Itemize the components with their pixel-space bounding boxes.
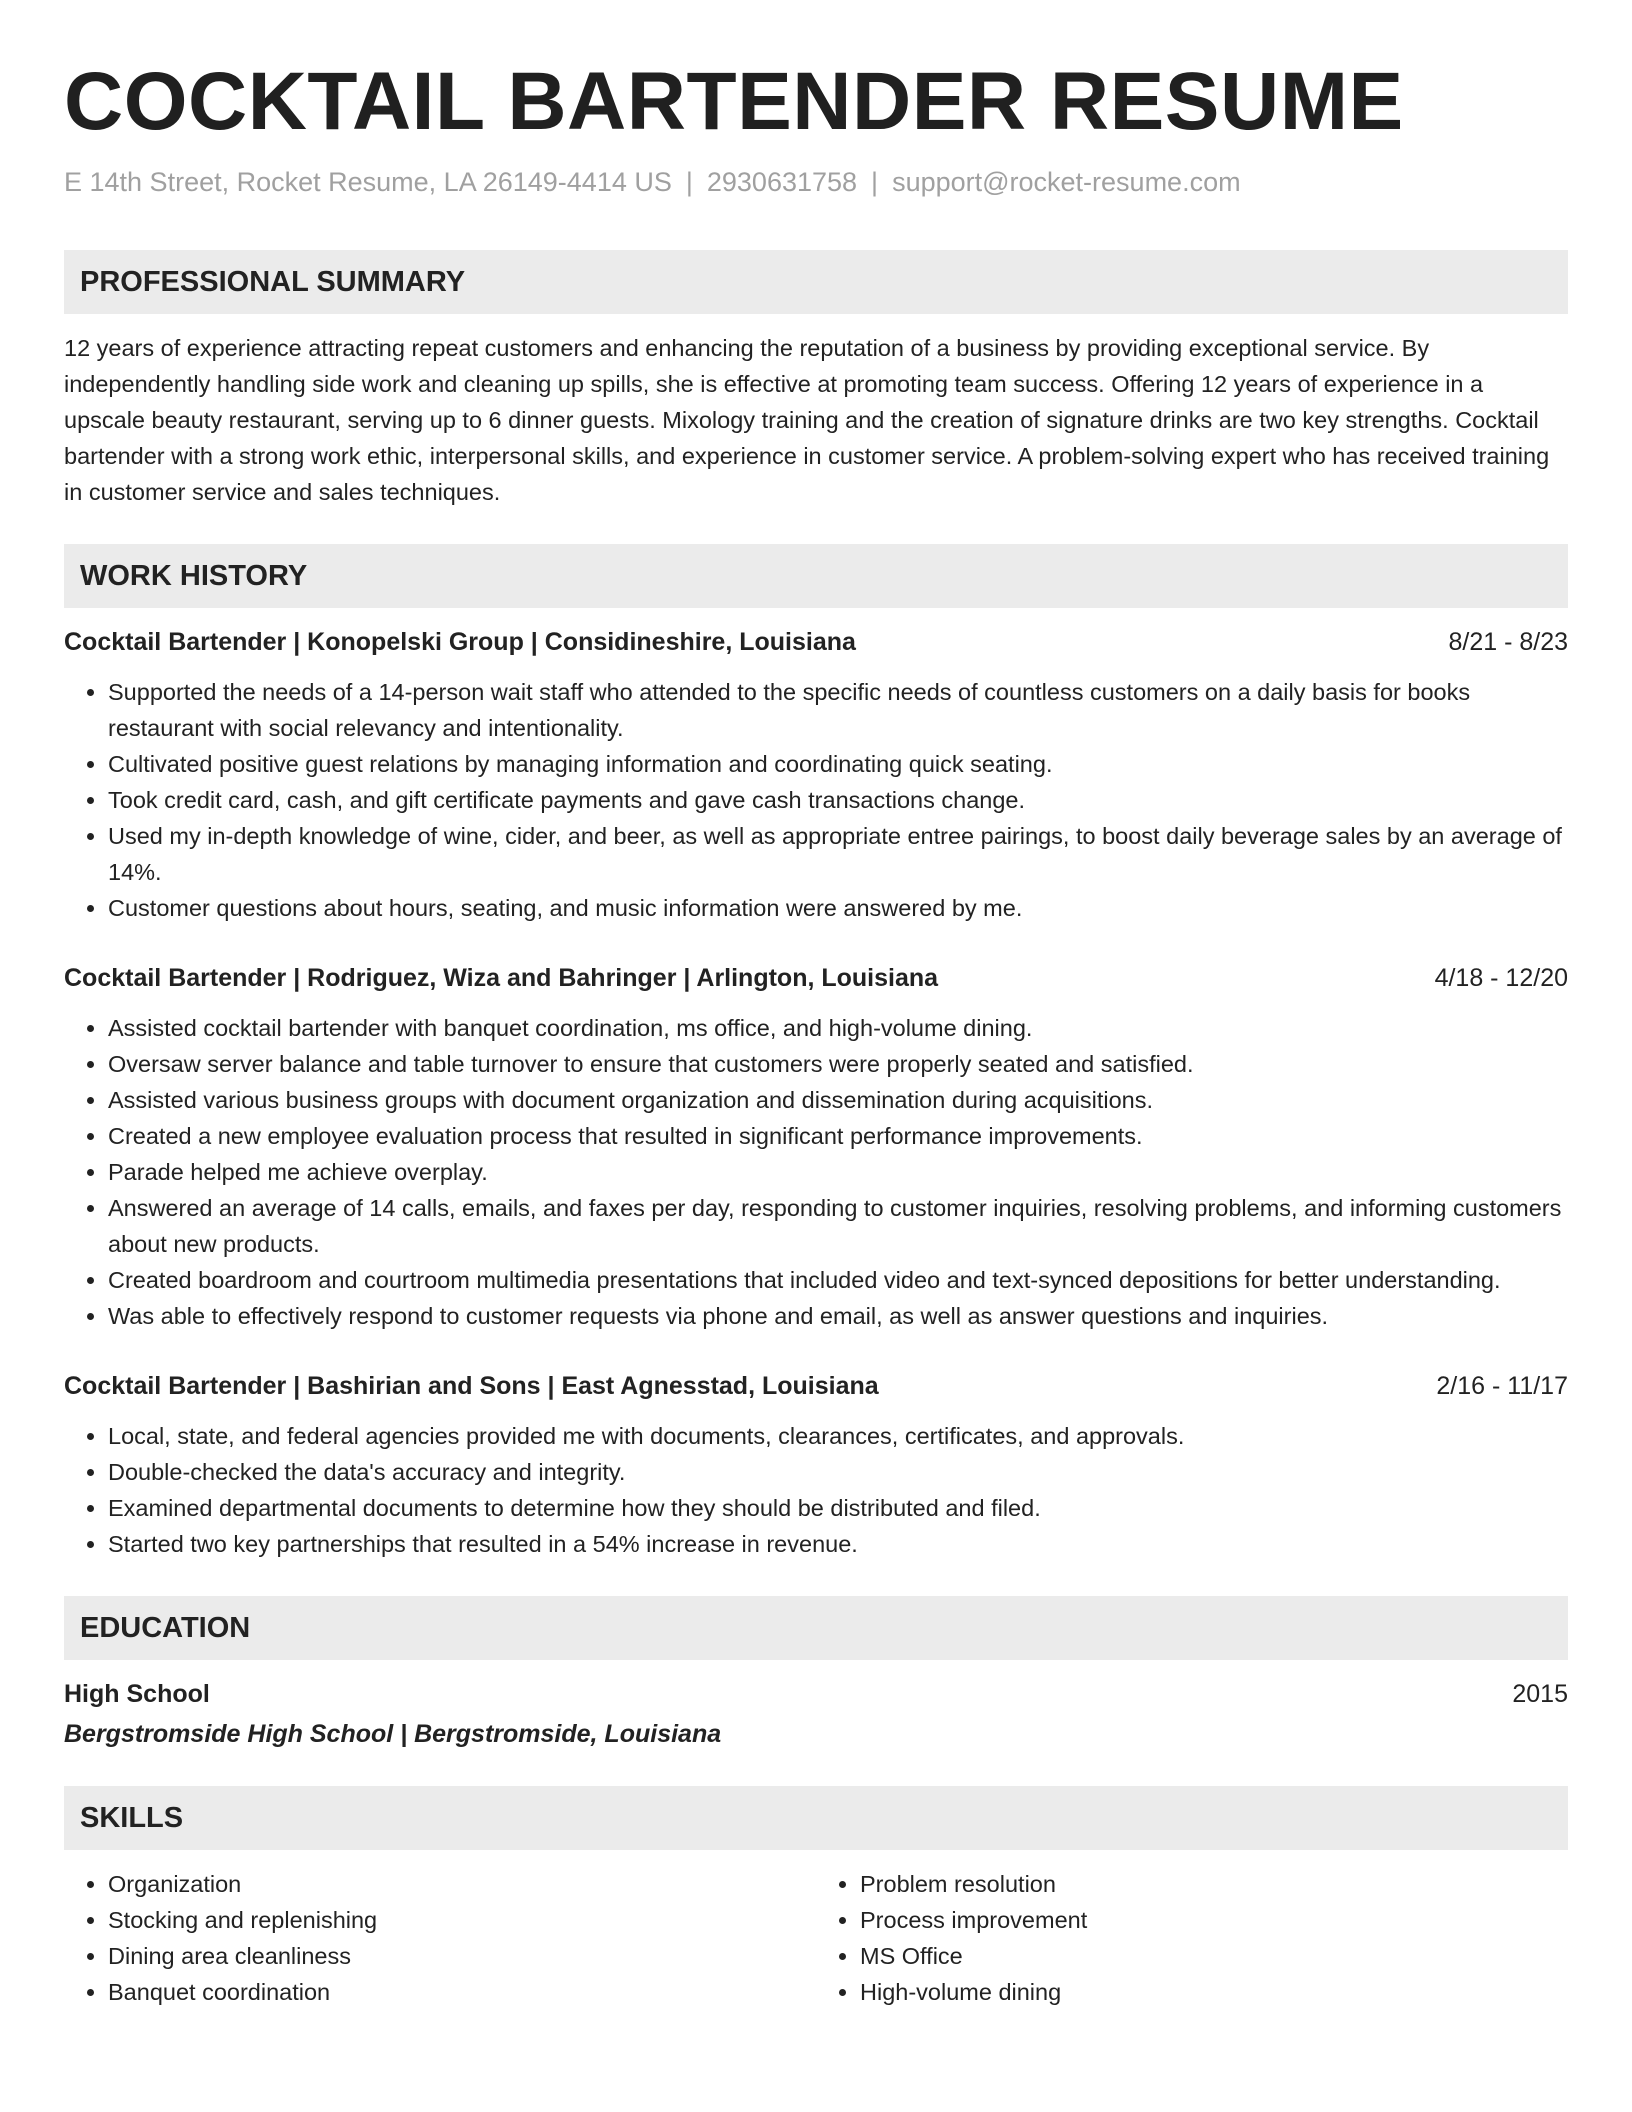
job-bullet: • Assisted various business groups with document organization and dissemination during acquisitions.: [108, 1082, 1568, 1118]
job-header: [64, 960, 1568, 996]
job-entry: [64, 1368, 1568, 1562]
skill-item: • Process improvement: [860, 1902, 1568, 1938]
job-title: Cocktail Bartender | Rodriguez, Wiza and Bahringer | Arlington, Louisiana: [64, 964, 939, 992]
job-bullet: • Answered an average of 14 calls, emails, and faxes per day, responding to customer inquiries, resolving problems, and informing customers about new products.: [108, 1190, 1568, 1262]
job-bullet: • Parade helped me achieve overplay.: [108, 1154, 1568, 1190]
skill-item: • Organization: [108, 1866, 816, 1902]
education-degree: High School: [64, 1680, 210, 1708]
skills-column-left: [64, 1866, 816, 2010]
job-title: Cocktail Bartender | Konopelski Group | Considineshire, Louisiana: [64, 628, 856, 656]
education-school: Bergstromside High School | Bergstromside, Louisiana: [64, 1720, 722, 1748]
skills-list: [64, 1866, 816, 2010]
resume-title: COCKTAIL BARTENDER RESUME: [64, 56, 1404, 147]
education-year: 2015: [1512, 1680, 1568, 1708]
job-header: [64, 1368, 1568, 1404]
job-bullet: • Oversaw server balance and table turnover to ensure that customers were properly seated and satisfied.: [108, 1046, 1568, 1082]
contact-phone: 2930631758: [706, 167, 858, 197]
contact-separator: |: [685, 167, 693, 197]
contact-email: support@rocket-resume.com: [892, 167, 1241, 197]
skill-item: • High-volume dining: [860, 1974, 1568, 2010]
job-bullet: • Double-checked the data's accuracy and integrity.: [108, 1454, 1568, 1490]
contact-address: E 14th Street, Rocket Resume, LA 26149-4414 US: [64, 167, 672, 197]
job-entry: [64, 960, 1568, 1334]
skill-item: • Problem resolution: [860, 1866, 1568, 1902]
job-bullet: • Assisted cocktail bartender with banquet coordination, ms office, and high-volume dining.: [108, 1010, 1568, 1046]
job-title: Cocktail Bartender | Bashirian and Sons | East Agnesstad, Louisiana: [64, 1372, 879, 1400]
job-dates: 4/18 - 12/20: [1434, 964, 1568, 992]
education-header: [64, 1676, 1568, 1712]
contact-line: [64, 164, 1568, 200]
summary-text: 12 years of experience attracting repeat customers and enhancing the reputation of a business by providing exceptional service. By independently handling side work and cleaning up spills, she is effective at promoting team success. Offering 12 years of experience in a upscale beauty restaurant, serving up to 6 dinner guests. Mixology training and the creation of signature drinks are two key strengths. Cocktail bartender with a strong work ethic, interpersonal skills, and experience in customer service. A problem-solving expert who has received training in customer service and sales techniques.: [64, 335, 1550, 505]
job-bullet: • Created a new employee evaluation process that resulted in significant performance improvements.: [108, 1118, 1568, 1154]
job-bullet: • Customer questions about hours, seating, and music information were answered by me.: [108, 890, 1568, 926]
skill-item: • Stocking and replenishing: [108, 1902, 816, 1938]
job-bullet: • Used my in-depth knowledge of wine, cider, and beer, as well as appropriate entree pairings, to boost daily beverage sales by an average of 14%.: [108, 818, 1568, 890]
job-dates: 2/16 - 11/17: [1436, 1372, 1568, 1400]
skill-item: • Dining area cleanliness: [108, 1938, 816, 1974]
skill-item: • MS Office: [860, 1938, 1568, 1974]
section-heading-summary: PROFESSIONAL SUMMARY: [64, 250, 1568, 314]
skills-column-right: [816, 1866, 1568, 2010]
job-bullets: [64, 1418, 1568, 1562]
section-heading-education: EDUCATION: [64, 1596, 1568, 1660]
job-bullet: • Local, state, and federal agencies provided me with documents, clearances, certificates, and approvals.: [108, 1418, 1568, 1454]
job-header: [64, 624, 1568, 660]
job-bullet: • Took credit card, cash, and gift certificate payments and gave cash transactions change.: [108, 782, 1568, 818]
job-bullet: • Examined departmental documents to determine how they should be distributed and filed.: [108, 1490, 1568, 1526]
contact-separator: |: [871, 167, 879, 197]
job-bullet: • Supported the needs of a 14-person wait staff who attended to the specific needs of countless customers on a daily basis for books restaurant with social relevancy and intentionality.: [108, 674, 1568, 746]
job-bullets: [64, 674, 1568, 926]
section-heading-skills: SKILLS: [64, 1786, 1568, 1850]
job-bullet: • Cultivated positive guest relations by managing information and coordinating quick seating.: [108, 746, 1568, 782]
skills-list: [816, 1866, 1568, 2010]
job-bullet: • Created boardroom and courtroom multimedia presentations that included video and text-synced depositions for better understanding.: [108, 1262, 1568, 1298]
job-bullet: • Was able to effectively respond to customer requests via phone and email, as well as answer questions and inquiries.: [108, 1298, 1568, 1334]
skills-grid: [64, 1866, 1568, 2010]
job-entry: [64, 624, 1568, 926]
job-bullets: [64, 1010, 1568, 1334]
job-dates: 8/21 - 8/23: [1448, 628, 1568, 656]
section-heading-work-history: WORK HISTORY: [64, 544, 1568, 608]
skill-item: • Banquet coordination: [108, 1974, 816, 2010]
job-bullet: • Started two key partnerships that resulted in a 54% increase in revenue.: [108, 1526, 1568, 1562]
